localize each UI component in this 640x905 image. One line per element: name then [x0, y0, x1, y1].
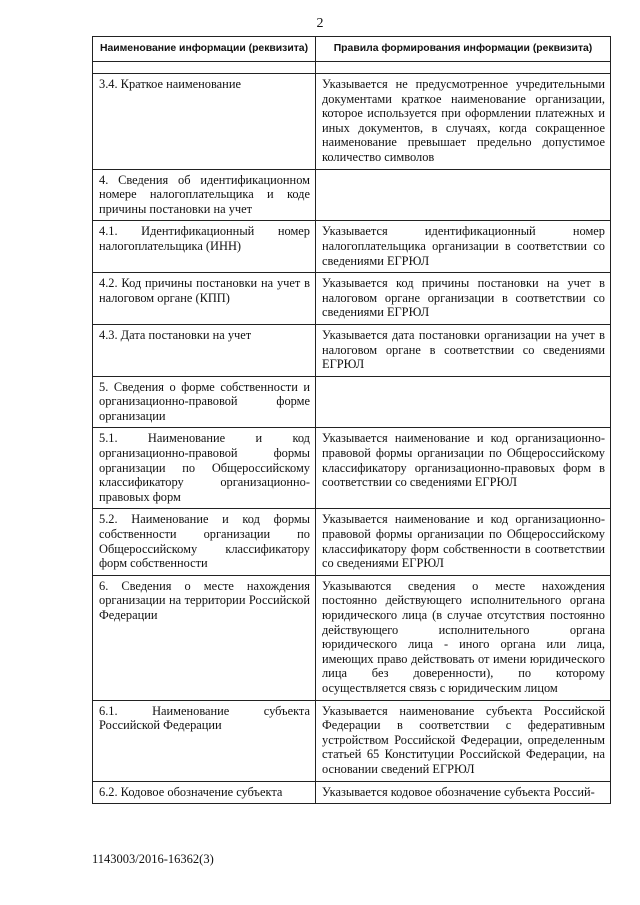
table-row	[93, 221, 611, 273]
table-row	[93, 273, 611, 325]
requisite-rule-cell: Указывается дата постановки организации на учет в налоговом органе в соответствии со сведениями ЕГРЮЛ	[316, 324, 611, 376]
table-row	[93, 575, 611, 700]
requisite-name-cell: 6.1. Наименование субъекта Российской Федерации	[93, 700, 316, 781]
table-row	[93, 428, 611, 509]
requisite-rule-cell: Указывается кодовое обозначение субъекта Россий-	[316, 781, 611, 804]
requisite-name-cell: 6.2. Кодовое обозначение субъекта	[93, 781, 316, 804]
table-row	[93, 700, 611, 781]
table-row	[93, 169, 611, 221]
requisite-rule-cell: Указываются сведения о месте нахождения постоянно действующего исполнительного органа юридического лица (в случае отсутствия постоянно действующего исполнительного органа юридического лица - иного органа или лица, имеющих право действовать от имени юридического лица без доверенности), по которому осуществляется связь с юридическим лицом	[316, 575, 611, 700]
requisite-name-cell: 5. Сведения о форме собственности и организационно-правовой форме организации	[93, 376, 316, 428]
requisite-rule-cell	[316, 376, 611, 428]
header-spacer	[93, 62, 611, 74]
requisite-rule-cell: Указывается наименование и код организационно-правовой формы организации по Общероссийскому классификатору организационно-правовых форм в соответствии со сведениями ЕГРЮЛ	[316, 428, 611, 509]
requisite-name-cell: 5.2. Наименование и код формы собственности организации по Общероссийскому классификатору форм собственности	[93, 509, 316, 575]
requisite-name-cell: 4.3. Дата постановки на учет	[93, 324, 316, 376]
requisite-name-cell: 6. Сведения о месте нахождения организации на территории Российской Федерации	[93, 575, 316, 700]
requisite-rule-cell: Указывается наименование субъекта Российской Федерации в соответствии с федеративным устройством Российской Федерации, определенным статьей 65 Конституции Российской Федерации, на основании сведений ЕГРЮЛ	[316, 700, 611, 781]
table-row	[93, 781, 611, 804]
requisite-name-cell: 4. Сведения об идентификационном номере налогоплательщика и коде причины постановки на учет	[93, 169, 316, 221]
page-number: 2	[316, 16, 324, 31]
requisite-name-cell: 4.2. Код причины постановки на учет в налоговом органе (КПП)	[93, 273, 316, 325]
document-code: 1143003/2016-16362(3)	[92, 852, 214, 866]
requisite-name-cell: 3.4. Краткое наименование	[93, 74, 316, 170]
column-header-rule: Правила формирования информации (реквизита)	[316, 37, 611, 62]
requisite-rule-cell: Указывается наименование и код организационно-правовой формы организации по Общероссийскому классификатору форм собственности в соответствии со сведениями ЕГРЮЛ	[316, 509, 611, 575]
table-header-row	[93, 37, 611, 62]
requisite-name-cell: 4.1. Идентификационный номер налогоплательщика (ИНН)	[93, 221, 316, 273]
requisite-rule-cell: Указывается идентификационный номер налогоплательщика организации в соответствии со сведениями ЕГРЮЛ	[316, 221, 611, 273]
requisite-rule-cell	[316, 169, 611, 221]
table-row	[93, 74, 611, 170]
column-header-name: Наименование информации (реквизита)	[93, 37, 316, 62]
requisites-table	[92, 36, 611, 804]
requisite-rule-cell: Указывается не предусмотренное учредительными документами краткое наименование организации, которое используется при оформлении платежных и иных документов, в случаях, когда сокращенное наименование превышает предельно допустимое количество символов	[316, 74, 611, 170]
requisite-rule-cell: Указывается код причины постановки на учет в налоговом органе организации в соответствии со сведениями ЕГРЮЛ	[316, 273, 611, 325]
table-row	[93, 324, 611, 376]
table-row	[93, 376, 611, 428]
table-row	[93, 509, 611, 575]
requisite-name-cell: 5.1. Наименование и код организационно-правовой формы организации по Общероссийскому классификатору организационно-правовых форм	[93, 428, 316, 509]
